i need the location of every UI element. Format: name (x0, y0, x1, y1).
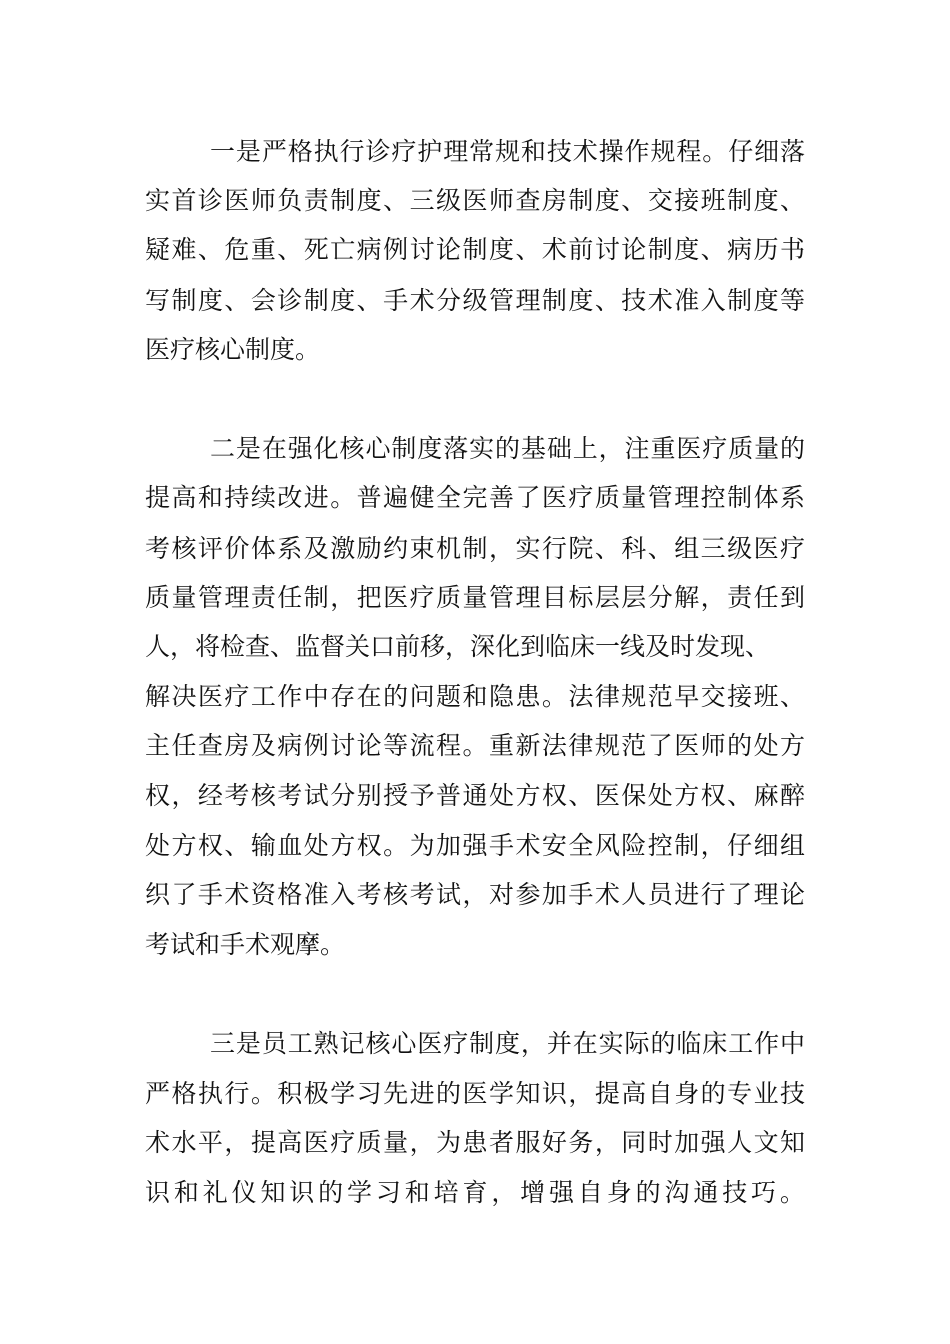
paragraph-line: 处方权、输血处方权。为加强手术安全风险控制，仔细组 (145, 831, 807, 860)
paragraph-line: 三是员工熟记核心医疗制度，并在实际的临床工作中 (210, 1029, 806, 1058)
paragraph-line: 写制度、会诊制度、手术分级管理制度、技术准入制度等 (145, 286, 807, 315)
paragraph-line: 一是严格执行诊疗护理常规和技术操作规程。仔细落 (210, 137, 806, 166)
paragraph-line: 主任查房及病例讨论等流程。重新法律规范了医师的处方 (145, 731, 807, 760)
paragraph-line: 解决医疗工作中存在的问题和隐患。法律规范早交接班、 (145, 682, 807, 711)
paragraph-line: 考试和手术观摩。 (145, 930, 346, 959)
paragraph-line: 织了手术资格准入考核考试，对参加手术人员进行了理论 (145, 880, 807, 909)
paragraph-line: 人，将检查、监督关口前移，深化到临床一线及时发现、 (145, 632, 771, 661)
paragraph-line: 疑难、危重、死亡病例讨论制度、术前讨论制度、病历书 (145, 235, 807, 264)
paragraph-line: 实首诊医师负责制度、三级医师查房制度、交接班制度、 (145, 186, 807, 215)
paragraph-line: 提高和持续改进。普遍健全完善了医疗质量管理控制体系 (145, 483, 807, 512)
paragraph-line: 医疗核心制度。 (145, 335, 321, 364)
paragraph-line: 质量管理责任制，把医疗质量管理目标层层分解，责任到 (145, 583, 807, 612)
paragraph-line: 严格执行。积极学习先进的医学知识，提高自身的专业技 (145, 1079, 807, 1108)
paragraph-line: 考核评价体系及激励约束机制，实行院、科、组三级医疗 (145, 534, 807, 563)
paragraph-line: 术水平，提高医疗质量，为患者服好务，同时加强人文知 (145, 1128, 807, 1157)
paragraph-line: 权，经考核考试分别授予普通处方权、医保处方权、麻醉 (145, 781, 807, 810)
paragraph-line: 识和礼仪知识的学习和培育，增强自身的沟通技巧。 (145, 1178, 809, 1207)
paragraph-line: 二是在强化核心制度落实的基础上，注重医疗质量的 (210, 434, 806, 463)
